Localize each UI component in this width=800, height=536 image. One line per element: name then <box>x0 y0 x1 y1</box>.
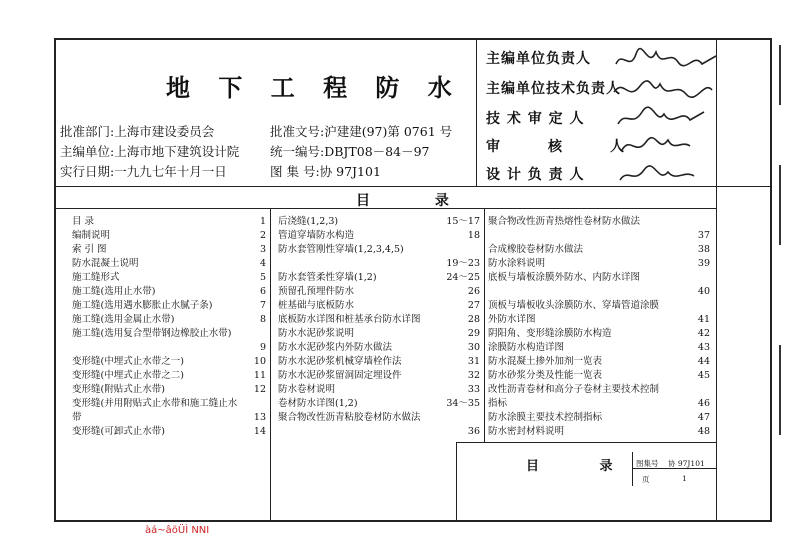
toc-entry <box>488 216 710 228</box>
footer-inner-rule <box>632 452 633 486</box>
toc-entry <box>72 258 266 270</box>
toc-entry <box>72 370 266 382</box>
toc-entry-title: 防水卷材说明 <box>278 384 336 395</box>
toc-entry <box>278 328 480 340</box>
toc-entry-page: 2 <box>259 230 266 241</box>
sig-label-editor-head: 主编单位负责人 <box>486 51 591 67</box>
toc-entry-title: 改性沥青卷材和高分子卷材主要技术控制 <box>488 384 660 395</box>
toc-entry-page: 19～23 <box>446 258 480 269</box>
toc-entry-page: 8 <box>259 314 266 325</box>
toc-entry <box>278 412 480 424</box>
toc-entry-page: 11 <box>253 370 266 381</box>
approval-doc: 批准文号:沪建建(97)第 0761 号 <box>270 124 453 139</box>
toc-entry-title: 防水水泥砂浆说明 <box>278 328 355 339</box>
toc-entry-title: 底板与墙板涂膜外防水、内防水详图 <box>488 272 641 283</box>
footer-atlas-label: 图集号 <box>636 459 659 468</box>
toc-entry <box>488 244 710 256</box>
toc-entry-page: 4 <box>259 258 266 269</box>
toc-entry-page: 18 <box>467 230 480 241</box>
toc-entry-page: 34～35 <box>446 398 480 409</box>
toc-entry <box>72 426 266 438</box>
toc-entry <box>72 230 266 242</box>
toc-entry-page: 13 <box>253 412 266 423</box>
toc-entry-page: 15～17 <box>446 216 480 227</box>
toc-entry-title: 防水套管柔性穿墙(1,2) <box>278 272 377 283</box>
toc-entry-title: 预留孔预埋件防水 <box>278 286 355 297</box>
toc-entry-title: 管道穿墙防水构造 <box>278 230 355 241</box>
toc-entry <box>488 398 710 410</box>
toc-entry-page: 29 <box>467 328 480 339</box>
toc-entry-title: 卷材防水详图(1,2) <box>278 398 358 409</box>
toc-entry <box>278 286 480 298</box>
serial-no: 统一编号:DBJT08－84－97 <box>270 144 430 159</box>
toc-entry-title: 带 <box>72 412 82 423</box>
approval-dept: 批准部门:上海市建设委员会 <box>60 124 215 139</box>
toc-entry-title: 防水密封材料说明 <box>488 426 565 437</box>
toc-entry-page: 27 <box>467 300 480 311</box>
toc-entry-title: 编制说明 <box>72 230 111 241</box>
toc-entry <box>278 342 480 354</box>
handwritten-signature-5 <box>612 160 722 188</box>
toc-entry-page: 9 <box>259 342 266 353</box>
sig-label-tech-head: 主编单位技术负责人 <box>486 81 621 97</box>
toc-entry <box>72 314 266 326</box>
toc-entry-page: 39 <box>697 258 710 269</box>
toc-entry-title: 防水套管刚性穿墙(1,2,3,4,5) <box>278 244 404 255</box>
corner-stamp: àá~âöÜÌ NNI <box>145 525 210 536</box>
handwritten-signature-1 <box>612 46 722 74</box>
toc-entry-page: 40 <box>697 286 710 297</box>
impl-date: 实行日期:一九九七年十月一日 <box>60 164 227 179</box>
toc-entry-title: 聚合物改性沥青粘胶卷材防水做法 <box>278 412 421 423</box>
toc-entry-title: 防水水泥砂浆机械穿墙栓作法 <box>278 356 402 367</box>
toc-heading: 目 录 <box>356 193 479 209</box>
toc-entry-title: 涂膜防水构造详图 <box>488 342 565 353</box>
toc-entry-title: 防水水泥砂浆内外防水做法 <box>278 342 393 353</box>
toc-entry <box>488 370 710 382</box>
toc-entry-title: 后浇缝(1,2,3) <box>278 216 339 227</box>
toc-entry <box>488 258 710 270</box>
footer-title: 目 录 <box>526 459 641 474</box>
handwritten-signature-3 <box>612 104 722 132</box>
toc-col-divider-2 <box>484 208 485 442</box>
toc-entry-page: 43 <box>697 342 710 353</box>
toc-entry-page: 32 <box>467 370 480 381</box>
handwritten-signature-4 <box>612 132 722 160</box>
toc-entry <box>72 286 266 298</box>
toc-entry <box>278 314 480 326</box>
toc-entry-page: 7 <box>259 300 266 311</box>
toc-entry <box>72 300 266 312</box>
toc-entry-title: 防水混凝土说明 <box>72 258 139 269</box>
sig-label-tech-review: 技 术 审 定 人 <box>486 111 585 127</box>
toc-entry-title: 底板防水详图和桩基承台防水详图 <box>278 314 421 325</box>
toc-entry <box>278 398 480 410</box>
toc-entry-title: 施工缝(选用遇水膨胀止水腻子条) <box>72 300 213 311</box>
toc-entry <box>72 328 266 340</box>
toc-entry-title: 防水混凝土掺外加剂一览表 <box>488 356 603 367</box>
toc-entry-title: 防水砂浆分类及性能一览表 <box>488 370 603 381</box>
toc-entry <box>72 216 266 228</box>
toc-entry <box>488 342 710 354</box>
binding-marks <box>778 45 784 485</box>
toc-entry-page: 47 <box>697 412 710 423</box>
toc-entry <box>72 272 266 284</box>
toc-entry <box>488 384 710 396</box>
toc-entry-page: 36 <box>467 426 480 437</box>
toc-entry-page: 30 <box>467 342 480 353</box>
toc-entry <box>278 216 480 228</box>
toc-entry-title: 变形缝(中埋式止水带之一) <box>72 356 184 367</box>
toc-entry-title: 施工缝形式 <box>72 272 120 283</box>
toc-entry-page: 31 <box>467 356 480 367</box>
toc-entry <box>72 244 266 256</box>
toc-entry <box>278 230 480 242</box>
toc-entry-page: 24～25 <box>446 272 480 283</box>
toc-entry-title: 桩基础与底板防水 <box>278 300 355 311</box>
footer-top-rule <box>456 442 716 443</box>
toc-entry-title: 聚合物改性沥青热熔性卷材防水做法 <box>488 216 641 227</box>
toc-entry-title: 目 录 <box>72 216 95 227</box>
toc-entry-page: 46 <box>697 398 710 409</box>
toc-entry-page: 10 <box>253 356 266 367</box>
toc-entry-page: 12 <box>253 384 266 395</box>
toc-entry-title: 指标 <box>488 398 508 409</box>
toc-entry-page: 28 <box>467 314 480 325</box>
toc-entry <box>488 272 710 284</box>
toc-entry-page: 3 <box>259 244 266 255</box>
header-divider <box>476 40 477 186</box>
toc-entry-page: 14 <box>253 426 266 437</box>
editor-unit: 主编单位:上海市地下建筑设计院 <box>60 144 240 159</box>
toc-entry-page: 41 <box>697 314 710 325</box>
toc-entry-page: 48 <box>697 426 710 437</box>
toc-entry-title: 施工缝(选用复合型带钢边橡胶止水带) <box>72 328 232 339</box>
toc-entry <box>72 398 266 410</box>
toc-entry <box>72 384 266 396</box>
toc-entry <box>488 328 710 340</box>
toc-entry-page: 45 <box>697 370 710 381</box>
toc-entry <box>488 300 710 312</box>
toc-entry <box>488 356 710 368</box>
toc-entry-title: 变形缝(中埋式止水带之二) <box>72 370 184 381</box>
toc-entry <box>278 384 480 396</box>
page-title: 地 下 工 程 防 水 <box>166 73 462 102</box>
toc-entry <box>278 300 480 312</box>
footer-page-value: 1 <box>682 474 687 483</box>
toc-entry-title: 合成橡胶卷材防水做法 <box>488 244 584 255</box>
footer-left-rule <box>456 442 457 520</box>
toc-entry-title: 索 引 图 <box>72 244 107 255</box>
toc-entry-page: 1 <box>259 216 266 227</box>
toc-entry <box>488 314 710 326</box>
footer-page-label: 页 <box>642 475 650 484</box>
toc-entry-title: 阴阳角、变形缝涂膜防水构造 <box>488 328 612 339</box>
toc-entry <box>488 412 710 424</box>
toc-entry-title: 变形缝(可卸式止水带) <box>72 426 165 437</box>
toc-entry <box>72 356 266 368</box>
toc-entry-page: 33 <box>467 384 480 395</box>
toc-entry <box>278 370 480 382</box>
atlas-no: 图 集 号:协 97J101 <box>270 164 381 179</box>
toc-entry-page: 26 <box>467 286 480 297</box>
toc-entry <box>72 412 266 424</box>
toc-entry-page: 5 <box>259 272 266 283</box>
toc-entry-page: 44 <box>697 356 710 367</box>
toc-entry-title: 顶板与墙板收头涂膜防水、穿墙管道涂膜 <box>488 300 660 311</box>
toc-entry <box>278 244 480 256</box>
sig-label-audit: 审 核 人 <box>486 139 625 155</box>
footer-atlas-value: 协 97J101 <box>668 459 705 468</box>
toc-entry-title: 变形缝(并用附贴式止水带和施工缝止水 <box>72 398 238 409</box>
toc-entry-title: 外防水详图 <box>488 314 536 325</box>
toc-entry <box>278 356 480 368</box>
toc-col-divider-1 <box>270 208 271 520</box>
toc-entry-page: 37 <box>697 230 710 241</box>
toc-entry <box>278 272 480 284</box>
toc-entry-title: 防水水泥砂浆留洞固定埋设件 <box>278 370 402 381</box>
sig-label-design-head: 设 计 负 责 人 <box>486 167 585 183</box>
toc-entry-title: 施工缝(选用止水带) <box>72 286 156 297</box>
toc-entry-title: 防水涂膜主要技术控制指标 <box>488 412 603 423</box>
toc-entry-page: 6 <box>259 286 266 297</box>
handwritten-signature-2 <box>612 76 722 104</box>
toc-entry-title: 变形缝(附贴式止水带) <box>72 384 165 395</box>
drawing-sheet <box>54 38 772 522</box>
toc-entry-page: 38 <box>697 244 710 255</box>
toc-entry <box>488 426 710 438</box>
toc-entry-title: 施工缝(选用金属止水带) <box>72 314 175 325</box>
toc-entry-title: 防水涂料说明 <box>488 258 546 269</box>
toc-entry-page: 42 <box>697 328 710 339</box>
